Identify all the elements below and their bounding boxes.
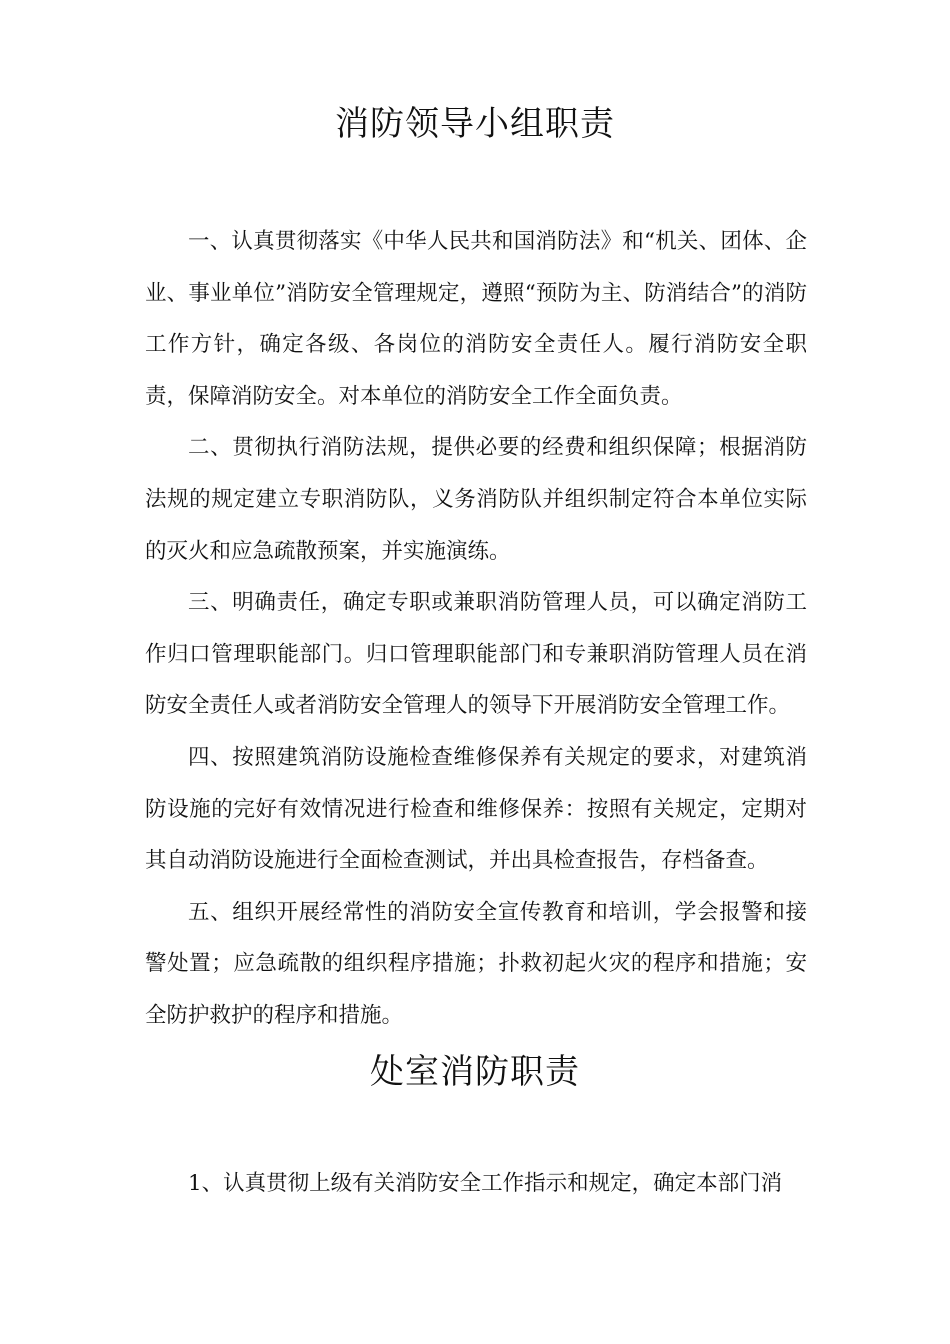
paragraph: 1、认真贯彻上级有关消防安全工作指示和规定，确定本部门消: [188, 1171, 783, 1196]
section-body-department-fire-duties: [145, 1158, 807, 1210]
paragraph: 一、认真贯彻落实《中华人民共和国消防法》和“机关、团体、企业、事业单位”消防安全管理规定，遵照“预防为主、防消结合”的消防工作方针，确定各级、各岗位的消防安全责任人。履行消防安全职责，保障消防安全。对本单位的消防安全工作全面负责。: [145, 229, 807, 409]
paragraph: 三、明确责任，确定专职或兼职消防管理人员，可以确定消防工作归口管理职能部门。归口管理职能部门和专兼职消防管理人员在消防安全责任人或者消防安全管理人的领导下开展消防安全管理工作。: [145, 590, 807, 719]
section-body-fire-leadership-group: [145, 216, 807, 1042]
paragraph: 二、贯彻执行消防法规，提供必要的经费和组织保障；根据消防法规的规定建立专职消防队，义务消防队并组织制定符合本单位实际的灭火和应急疏散预案，并实施演练。: [145, 435, 807, 564]
paragraph: 五、组织开展经常性的消防安全宣传教育和培训，学会报警和接警处置；应急疏散的组织程序措施；扑救初起火灾的程序和措施；安全防护救护的程序和措施。: [145, 899, 807, 1028]
section-title-fire-leadership-group: 消防领导小组职责: [335, 104, 615, 144]
paragraph: 四、按照建筑消防设施检查维修保养有关规定的要求，对建筑消防设施的完好有效情况进行检查和维修保养：按照有关规定，定期对其自动消防设施进行全面检查测试，并出具检查报告，存档备查。: [145, 744, 807, 874]
section-title-department-fire-duties: 处室消防职责: [370, 1052, 580, 1092]
